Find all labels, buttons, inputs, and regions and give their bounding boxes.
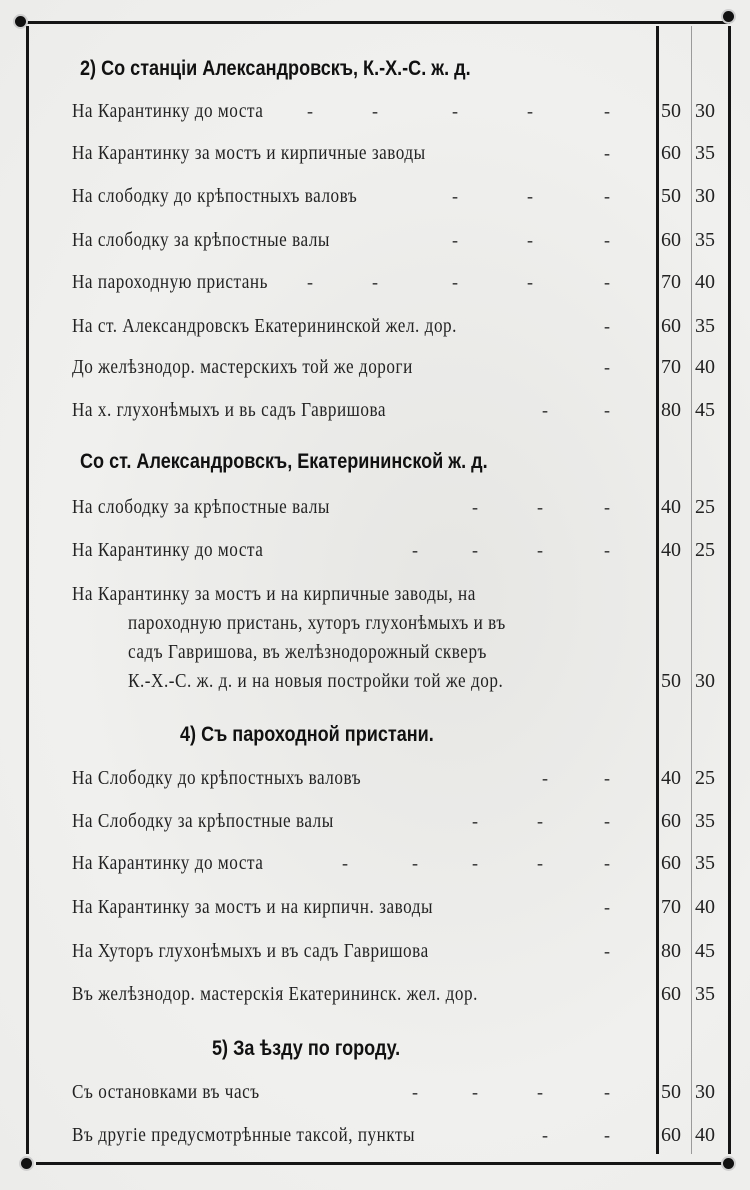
row-label: На Карантинку за мостъ и на кирпичн. заводы: [72, 897, 434, 918]
price-second: 30: [695, 185, 715, 207]
price-second: 40: [695, 1124, 715, 1146]
price-second: 45: [695, 399, 715, 421]
price-second: 45: [695, 940, 715, 962]
row-continuation: К.-Х.-С. ж. д. и на новыя постройки той же дор.: [128, 671, 504, 692]
corner-ornament: [723, 11, 734, 22]
row-label: На слободку за крѣпостные валы: [72, 230, 330, 251]
tariff-row: Въ другіе предусмотрѣнные таксой, пункты - -: [72, 1125, 610, 1146]
row-label: На пароходную пристань: [72, 272, 268, 293]
price-first: 70: [661, 896, 681, 918]
price-first: 60: [661, 983, 681, 1005]
left-border: [26, 26, 29, 1154]
tariff-row: Съ остановками въ часъ - - - -: [72, 1082, 610, 1103]
tariff-row: На слободку до крѣпостныхъ валовъ - - -: [72, 186, 610, 207]
price-first: 50: [661, 100, 681, 122]
tariff-row: На Карантинку до моста - - - - -: [72, 101, 610, 122]
section-heading: 2) Со станціи Александровскъ, К.-Х.-С. ж. д.: [80, 57, 471, 80]
row-continuation: пароходную пристань, хуторъ глухонѣмыхъ и въ: [128, 613, 506, 634]
price-second: 25: [695, 539, 715, 561]
row-label: На слободку за крѣпостные валы: [72, 497, 330, 518]
price-first: 50: [661, 185, 681, 207]
row-label: Въ желѣзнодор. мастерскія Екатерининск. жел. дор.: [72, 984, 478, 1005]
price-first: 60: [661, 229, 681, 251]
top-rule: [22, 21, 730, 24]
price-first: 70: [661, 271, 681, 293]
price-first: 40: [661, 539, 681, 561]
row-label: До желѣзнодор. мастерскихъ той же дороги: [72, 357, 413, 378]
row-continuation: садъ Гавришова, въ желѣзнодорожный скверъ: [128, 642, 487, 663]
price-second: 25: [695, 767, 715, 789]
price-first: 60: [661, 810, 681, 832]
price-first: 40: [661, 767, 681, 789]
corner-ornament: [15, 16, 26, 27]
row-label: На Карантинку за мостъ и кирпичные заводы: [72, 143, 426, 164]
price-second: 40: [695, 271, 715, 293]
row-label: Въ другіе предусмотрѣнные таксой, пункты: [72, 1125, 416, 1146]
price-second: 35: [695, 229, 715, 251]
tariff-row: На Карантинку до моста - - - -: [72, 540, 610, 561]
tariff-row: На Слободку до крѣпостныхъ валовъ - -: [72, 768, 610, 789]
price-second: 30: [695, 100, 715, 122]
row-label: На Карантинку до моста: [72, 853, 264, 874]
tariff-row: На Карантинку до моста - - - - -: [72, 853, 610, 874]
bottom-rule: [36, 1162, 728, 1165]
price-second: 35: [695, 315, 715, 337]
corner-ornament: [723, 1158, 734, 1169]
price-second: 40: [695, 896, 715, 918]
tariff-row: На пароходную пристань - - - - -: [72, 272, 610, 293]
tariff-row: До желѣзнодор. мастерскихъ той же дороги -: [72, 357, 610, 378]
price-subcolumn-divider: [691, 26, 692, 1154]
price-first: 80: [661, 399, 681, 421]
price-second: 35: [695, 852, 715, 874]
price-column-divider: [656, 26, 659, 1154]
row-label: На Хуторъ глухонѣмыхъ и въ садъ Гавришова: [72, 941, 429, 962]
price-first: 60: [661, 852, 681, 874]
row-label: На Слободку за крѣпостные валы: [72, 811, 334, 832]
section-heading: 4) Съ пароходной пристани.: [180, 723, 434, 746]
price-first: 60: [661, 142, 681, 164]
row-label: На ст. Александровскъ Екатерининской жел. дор.: [72, 316, 457, 337]
tariff-row: [72, 584, 652, 606]
row-label: На х. глухонѣмыхъ и вь садъ Гавришова: [72, 400, 387, 421]
row-label: На слободку до крѣпостныхъ валовъ: [72, 186, 358, 207]
price-second: 35: [695, 983, 715, 1005]
price-second: 40: [695, 356, 715, 378]
tariff-row: На Карантинку за мостъ и кирпичные заводы -: [72, 143, 610, 164]
price-second: 30: [695, 1081, 715, 1103]
price-first: 40: [661, 496, 681, 518]
price-second: 30: [695, 670, 715, 692]
tariff-row: На Слободку за крѣпостные валы - - -: [72, 811, 610, 832]
price-first: 50: [661, 1081, 681, 1103]
tariff-row: На ст. Александровскъ Екатерининской жел. дор. -: [72, 316, 610, 337]
tariff-row: На слободку за крѣпостные валы - - -: [72, 497, 610, 518]
tariff-row: На х. глухонѣмыхъ и вь садъ Гавришова - -: [72, 400, 610, 421]
corner-ornament: [21, 1158, 32, 1169]
tariff-row: На Карантинку за мостъ и на кирпичн. заводы -: [72, 897, 610, 918]
row-label: На Карантинку за мостъ и на кирпичные заводы, на: [72, 584, 476, 605]
right-border: [728, 26, 731, 1154]
price-first: 50: [661, 670, 681, 692]
price-first: 70: [661, 356, 681, 378]
price-second: 25: [695, 496, 715, 518]
row-label: На Карантинку до моста: [72, 101, 264, 122]
price-second: 35: [695, 810, 715, 832]
section-heading: Со ст. Александровскъ, Екатерининской ж. д.: [80, 450, 488, 473]
tariff-row: [72, 984, 652, 1006]
section-heading: 5) За ѣзду по городу.: [212, 1037, 401, 1060]
tariff-row: На Хуторъ глухонѣмыхъ и въ садъ Гавришова -: [72, 941, 610, 962]
row-label: На Карантинку до моста: [72, 540, 264, 561]
price-first: 80: [661, 940, 681, 962]
row-label: На Слободку до крѣпостныхъ валовъ: [72, 768, 362, 789]
price-first: 60: [661, 1124, 681, 1146]
price-second: 35: [695, 142, 715, 164]
tariff-row: На слободку за крѣпостные валы - - -: [72, 230, 610, 251]
price-first: 60: [661, 315, 681, 337]
row-label: Съ остановками въ часъ: [72, 1082, 260, 1103]
